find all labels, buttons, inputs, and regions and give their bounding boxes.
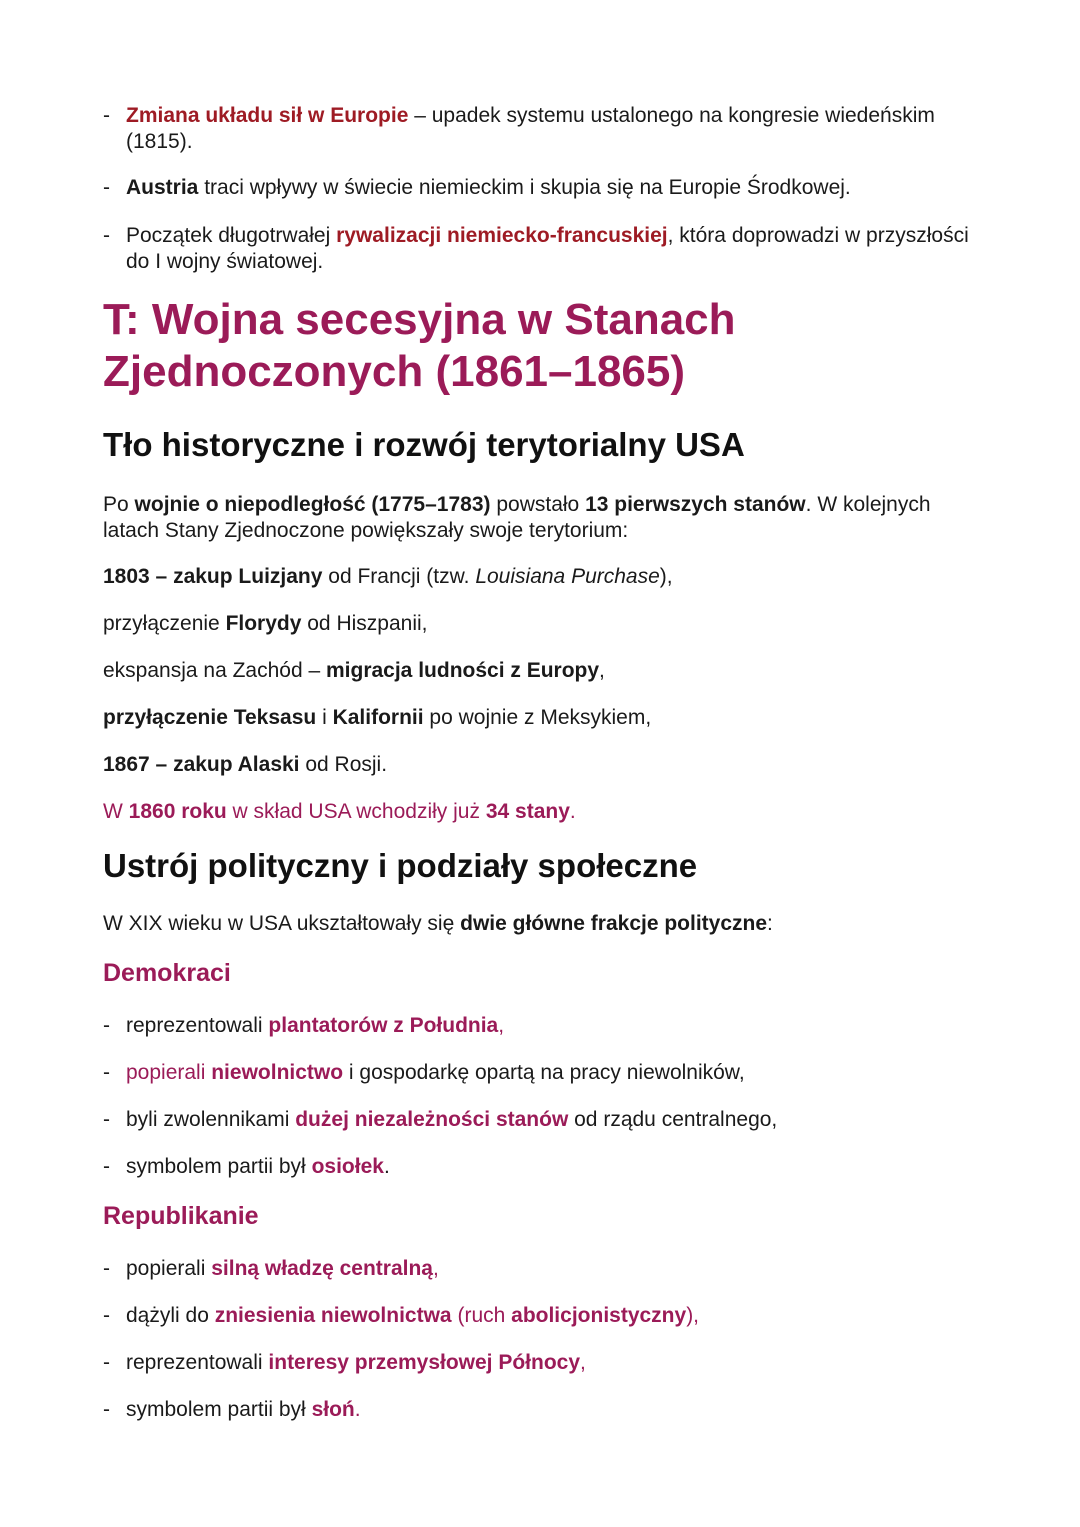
bullet-text [126,1256,980,1282]
bullet-text [126,1303,980,1329]
text-run: . [354,1398,361,1421]
bullet-item [103,1303,980,1329]
bullet-item [103,1013,980,1039]
text-run: symbolem partii był [126,1398,312,1421]
emphasis: plantatorów z Południa [268,1014,499,1037]
text-run: . [383,1155,390,1178]
text-run: , [599,659,605,682]
paragraph [103,492,980,544]
bullet-item [103,1060,980,1086]
emphasis: 1803 – zakup Luizjany [103,565,323,588]
bullet-text [126,223,980,275]
text-run: od rządu centralnego, [568,1108,778,1131]
text-run: w skład USA wchodziły już [226,800,486,823]
list-line [103,705,980,731]
bullet-text [126,103,980,155]
emphasis: abolicjonistyczny [511,1304,687,1327]
bullet-dash: - [103,1108,110,1131]
text-run: i [316,706,333,729]
italic-run: Louisiana Purchase [475,565,660,588]
text-run: Początek długotrwałej [126,224,337,247]
text-run: : [767,912,773,935]
bullet-dash: - [103,1398,110,1421]
bullet-text [126,1013,980,1039]
text-run: ), [659,565,673,588]
text-run: od Rosji. [299,753,388,776]
bullet-item [103,1397,980,1423]
emphasis: rywalizacji niemiecko-francuskiej [336,224,668,247]
text-run: popierali [126,1061,212,1084]
emphasis: dużej niezależności stanów [295,1108,569,1131]
summary-line [103,799,980,825]
text-run: i gospodarkę opartą na pracy niewolników, [343,1061,745,1084]
text-run: , [433,1257,439,1280]
emphasis: 34 stany [485,800,570,823]
text-run: W XIX wieku w USA ukształtowały się [103,912,461,935]
bullet-dash: - [103,1014,110,1037]
text-run: od Hiszpanii, [301,612,428,635]
bullet-text [126,1107,980,1133]
section-heading: Tło historyczne i rozwój terytorialny USA [103,426,745,463]
text-run: przyłączenie [103,612,226,635]
text-run: (ruch [451,1304,512,1327]
text-run: traci wpływy w świecie niemieckim i skupia się na Europie Środkowej. [198,176,851,199]
bullet-item [103,175,980,201]
emphasis: 13 pierwszych stanów [585,493,806,516]
emphasis: Kalifornii [332,706,424,729]
bullet-text [126,1060,980,1086]
section-heading: Ustrój polityczny i podziały społeczne [103,847,698,884]
text-run: – upadek systemu ustalonego na kongresie wiedeńskim (1815). [126,104,935,153]
list-line [103,752,980,778]
bullet-item [103,1350,980,1376]
list-line [103,658,980,684]
emphasis: Austria [126,176,199,199]
bullet-dash: - [103,1351,110,1374]
bullet-text [126,175,980,201]
text-run: ), [686,1304,700,1327]
paragraph [103,911,980,937]
text-run: . [569,800,576,823]
text-run: ekspansja na Zachód – [103,659,326,682]
bullet-text [126,1397,980,1423]
bullet-dash: - [103,104,110,127]
emphasis: migracja ludności z Europy [325,659,600,682]
list-line [103,611,980,637]
bullet-dash: - [103,1304,110,1327]
emphasis: silną władzę centralną [211,1257,433,1280]
text-run: W [103,800,129,823]
text-run: po wojnie z Meksykiem, [423,706,652,729]
text-run: , która doprowadzi w przyszłości do I wojny światowej. [126,224,969,273]
text-run: od Francji (tzw. [322,565,476,588]
bullet-dash: - [103,1257,110,1280]
emphasis: dwie główne frakcje polityczne [460,912,768,935]
subsection-heading-republicans: Republikanie [103,1202,259,1230]
emphasis: osiołek [311,1155,384,1178]
bullet-item [103,1107,980,1133]
text-run: , [580,1351,586,1374]
text-run: reprezentowali [126,1014,269,1037]
bullet-dash: - [103,224,110,247]
bullet-item [103,103,980,155]
emphasis: słoń [311,1398,355,1421]
text-run: Po [103,493,135,516]
text-run: reprezentowali [126,1351,269,1374]
bullet-item [103,223,980,275]
subsection-heading-democrats: Demokraci [103,959,231,987]
emphasis: 1860 roku [128,800,227,823]
emphasis: Zmiana układu sił w Europie [126,104,409,127]
bullet-dash: - [103,1155,110,1178]
bullet-item [103,1256,980,1282]
emphasis: zniesienia niewolnictwa [214,1304,452,1327]
page-title: T: Wojna secesyjna w Stanach Zjednoczonych (1861–1865) [103,295,736,396]
bullet-dash: - [103,176,110,199]
emphasis: 1867 – zakup Alaski [103,753,300,776]
text-run: popierali [126,1257,212,1280]
emphasis: wojnie o niepodległość (1775–1783) [134,493,491,516]
text-run: byli zwolennikami [126,1108,296,1131]
bullet-dash: - [103,1061,110,1084]
text-run: . W kolejnych latach Stany Zjednoczone powiększały swoje terytorium: [103,493,931,542]
bullet-text [126,1154,980,1180]
text-run: symbolem partii był [126,1155,312,1178]
bullet-item [103,1154,980,1180]
bullet-text [126,1350,980,1376]
emphasis: przyłączenie Teksasu [103,706,317,729]
list-line [103,564,980,590]
emphasis: interesy przemysłowej Północy [268,1351,581,1374]
text-run: dążyli do [126,1304,215,1327]
emphasis: niewolnictwo [211,1061,344,1084]
text-run: powstało [490,493,586,516]
emphasis: Florydy [225,612,302,635]
text-run: , [498,1014,505,1037]
